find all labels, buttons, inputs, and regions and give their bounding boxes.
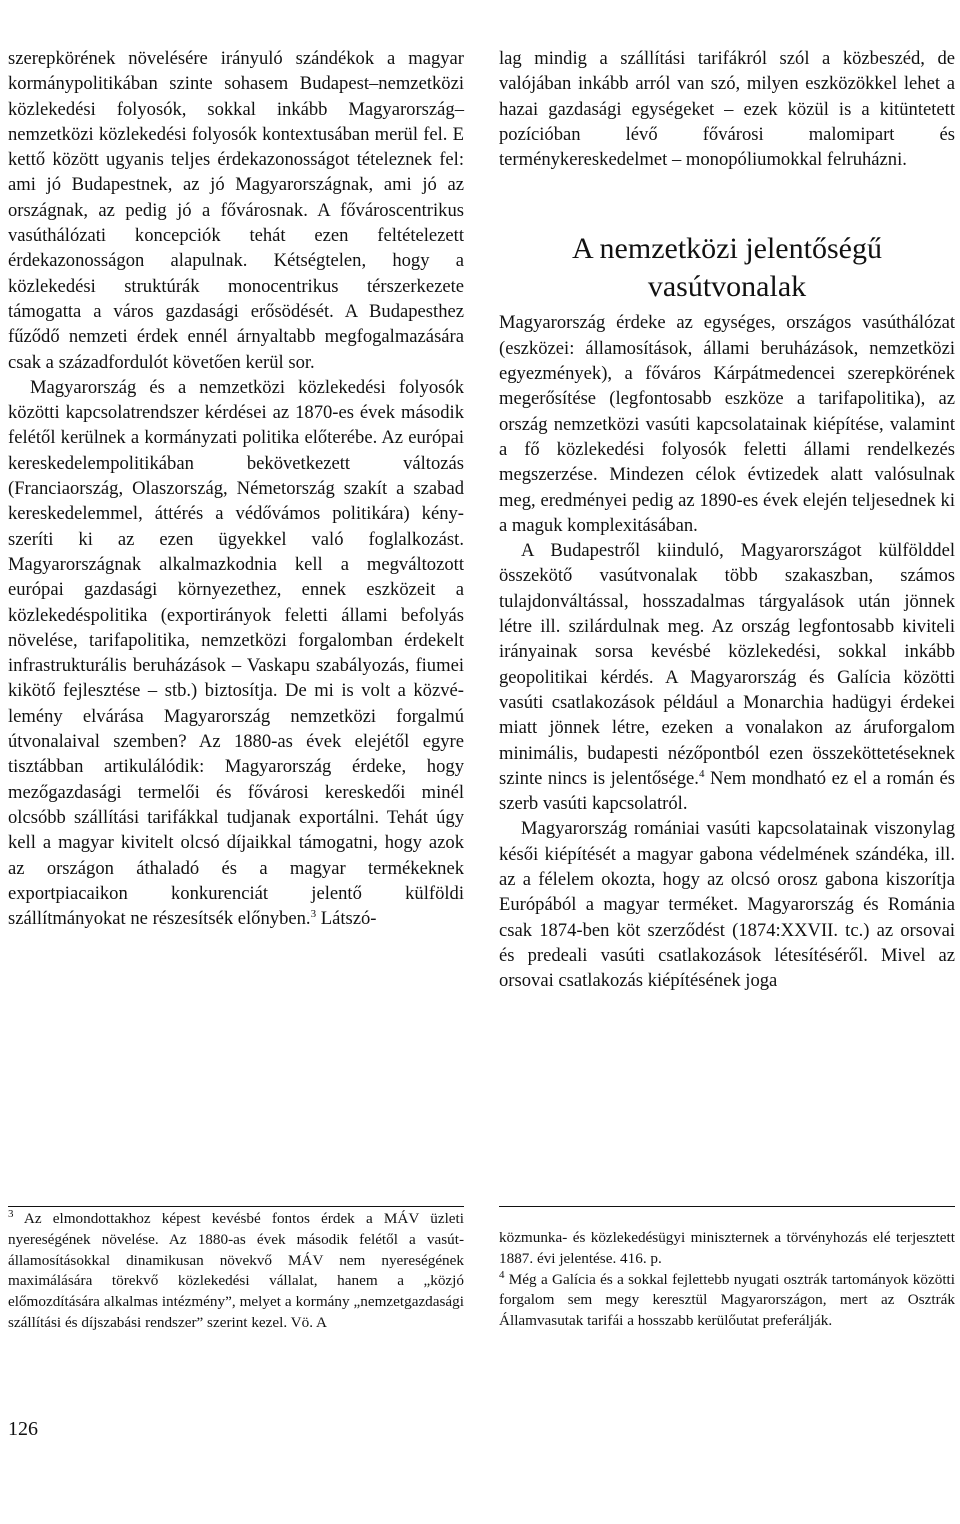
body-paragraph	[499, 538, 955, 816]
left-column	[8, 46, 464, 931]
footnote-text: Még a Galícia és a sokkal fejlettebb nyugati osztrák tartományok közötti forgalom sem megy keresztül Magyarországon, mert az Osztrák Államvasutak tarifái a hosszabb kerülőutat preferálják.	[499, 1270, 955, 1330]
right-column	[499, 46, 955, 994]
footnote	[8, 1209, 464, 1334]
footnote-divider	[499, 1206, 955, 1207]
footnote-text: Az elmondottakhoz képest kevésbé fontos érdek a MÁV üzleti nyereségének növelése. Az 1880-as évek második felétől a vasút-államosításokkal dinamikusan növekvő MÁV nem nyereségének maximálására törekvő közlekedési vállalat, hanem a „közjó előmozdítására alkalmas intézmény”, melyet a kormány „nemzetgazdasági szállítási és díjszabási rendszer” szerint kezel. Vö. A	[8, 1210, 464, 1331]
footnote-right	[499, 1228, 955, 1332]
body-paragraph-trailing-text: Látszó-	[316, 908, 377, 930]
footnote-reference: 3	[310, 907, 317, 920]
body-paragraph	[8, 375, 464, 932]
body-paragraph-continuation: lag mindig a szállítási tarifákról szól a közbeszéd, de valójában inkább arról van szó, milyen eszközökkel lehet a hazai gazdasági egységeket – ezek közül is a kitüntetett pozícióban lévő fővárosi malomipart és terménykereskedelmet – monopóliumokkal felruházni.	[499, 48, 955, 171]
body-paragraph-text: Nem mondható ez el a román és szerb vasúti kapcsolatról.	[499, 767, 956, 815]
body-paragraph: Magyarország romániai vasúti kapcsolatainak viszonylag késői kiépítését a magyar gabona védelmének szándéka, ill. az a félelem okozta, hogy az olcsó orosz gabona kiszorítja Európából a magyar terméket. Magyarország és Románia csak 1874-ben köt szerződést (1874:XXVII. tc.) az orsovai és predeali vasúti csatlakozások létesítéséről. Mivel az orsovai csatlakozás kiépítésének joga	[499, 818, 955, 992]
body-paragraph-text: Magyarország és a nemzetközi közlekedési folyosók közötti kapcsolatrendszer kérdései az 1870-es évek második felétől kerülnek a kormányzati politika előterébe. Az európai kereskedelempolitikában bekövetkezett változás (Franciaország, Olaszország, Németország szakít a szabad kereskedelemmel, áttérés a védővámos politikára) kényszeríti ki az ezen ügyekkel való foglalkozást. Magyarországnak alkalmazkodnia kell a megváltozott európai gazdasági környezethez, ennek eszközeit a közlekedéspolitika (exportirányok feletti állami befolyás növelése, tarifapolitika, nemzetközi forgalomban érdekelt infrastrukturális beruházások – Vaskapu szabályozás, fiumei kikötő fejlesztése – stb.) biztosítja. De mi is volt a közvélemény elvárása Magyarország nemzetközi forgalmú útvonalaival szemben? Az 1880-as évek elejétől egyre tisztábban artikulálódik: Magyarország érdeke, hogy mezőgazdasági termelői és fővárosi kereskedői minél olcsóbb szállítási tarifákkal tudjanak exportálni. Tehát úgy kell a magyar kivitelt olcsó díjaikkal támogatni, hogy azok az országon áthaladó és a magyar termékeknek exportpiacaikon konkurenciát jelentő külföldi szállítmányokat ne részesítsék előnyben.	[8, 376, 464, 930]
page-number: 126	[8, 1418, 38, 1440]
footnote-marker: 4	[499, 1268, 505, 1281]
footnote-divider	[8, 1206, 464, 1207]
body-paragraph: szerepkörének növelésére irányuló szándékok a magyar kormánypolitikában szinte sohasem Budapest–nemzetközi közlekedési folyosók, sokkal inkább Magyarország–nemzetközi közlekedési folyosók kontextusában merül fel. E kettő között ugyanis teljes érdekazonosságot tételeznek fel: ami jó Budapestnek, az jó Magyarországnak, ami jó az országnak, az pedig jó a fővárosnak. A fővároscentrikus vasúthálózati koncepciók tehát ezen feltételezett érdekazonosságon alapulnak. Kétségtelen, hogy a közlekedési struktúrák monocentrikus térszerkezete támogatta a város gazdasági erősödését. A Budapesthez fűződő nemzeti érdek ennél árnyaltabb megfogalmazására csak a századfordulót követően kerül sor.	[8, 48, 464, 373]
section-heading: A nemzetközi jelentőségű vasútvonalak	[572, 232, 882, 304]
footnote	[499, 1270, 955, 1332]
footnote-reference: 4	[698, 767, 705, 780]
body-paragraph: Magyarország érdeke az egységes, országos vasúthálózat (eszközei: államosítások, állami beruházások, nemzetközi egyezmények), a főváros Kárpátmedencei szerepkörének megerősítése (legfontosabb eszköze a tarifapolitika), az ország nemzetközi vasúti kapcsolatainak kiépítése, valamint a fő közlekedési folyosók feletti állami rendelkezés megszerzése. Mindezen célok évtizedek alatt valósulnak meg, eredményei pedig az 1890-es évek elején teljesednek ki a maguk komplexitásában.	[499, 312, 955, 536]
footnote-left	[8, 1209, 464, 1334]
body-paragraph-text: A Budapestről kiinduló, Magyarországot külfölddel összekötő vasútvonalak több szakaszban, számos tulajdonváltással, hosszadalmas tárgyalások után jönnek létre ill. szilárdulnak meg. Az ország legfontosabb kiviteli irányainak sorsa kevésbé közlekedési, sokkal inkább geopolitikai kérdés. A Magyarország és Galícia közötti vasúti csatlakozások például a Monarchia hadügyi érdekei miatt jönnek létre, ezeken a vonalakon az áruforgalom minimális, budapesti nézőpontból ezen összeköttetéseknek szinte nincs is jelentősége.	[499, 540, 955, 789]
footnote-continuation: közmunka- és közlekedésügyi miniszternek a törvényhozás elé terjesztett 1887. évi jelentése. 416. p.	[499, 1229, 955, 1267]
footnote-marker: 3	[8, 1207, 14, 1220]
